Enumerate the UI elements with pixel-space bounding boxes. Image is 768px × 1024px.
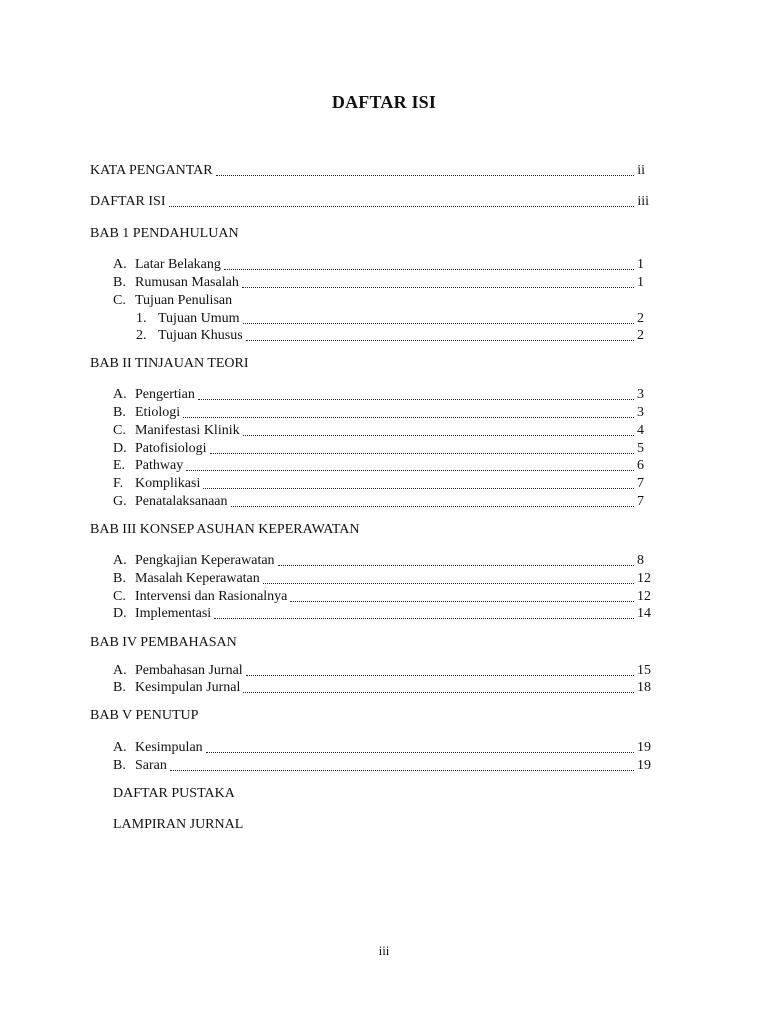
toc-entry-label: Patofisiologi	[135, 441, 207, 456]
toc-page-number: 7	[637, 476, 644, 491]
toc-entry-label: Kesimpulan	[135, 740, 203, 755]
toc-entry[interactable]	[113, 679, 651, 697]
toc-subentry[interactable]	[136, 327, 644, 345]
toc-entry-label: KATA PENGANTAR	[90, 163, 213, 178]
dot-leader	[170, 769, 634, 771]
toc-marker: B.	[113, 571, 126, 586]
toc-entry-kata-pengantar[interactable]	[90, 162, 645, 180]
toc-marker: D.	[113, 606, 127, 621]
toc-marker: C.	[113, 293, 126, 308]
page-title: DAFTAR ISI	[331, 92, 437, 112]
toc-marker: B.	[113, 758, 126, 773]
toc-page-number: 19	[637, 740, 651, 755]
toc-marker: 1.	[136, 311, 147, 326]
toc-entry[interactable]	[113, 274, 644, 292]
toc-marker: A.	[113, 553, 127, 568]
toc-marker: F.	[113, 476, 124, 491]
chapter-heading: BAB II TINJAUAN TEORI	[90, 356, 249, 371]
chapter-heading: BAB V PENUTUP	[90, 708, 199, 723]
page-number-footer: iii	[378, 943, 390, 958]
toc-entry-label: Etiologi	[135, 405, 181, 420]
toc-marker: 2.	[136, 328, 147, 343]
toc-page-number: 12	[637, 571, 651, 586]
toc-entry[interactable]	[113, 552, 644, 570]
toc-page-number: iii	[637, 194, 649, 209]
toc-page-number: ii	[637, 163, 645, 178]
toc-entry[interactable]	[113, 386, 644, 404]
toc-page-number: 3	[637, 387, 644, 402]
toc-page-number: 18	[637, 680, 651, 695]
toc-entry-label: Tujuan Umum	[158, 311, 240, 326]
toc-entry-label: Pathway	[135, 458, 184, 473]
chapter-heading: BAB III KONSEP ASUHAN KEPERAWATAN	[90, 522, 360, 537]
toc-entry-daftar-isi[interactable]	[90, 193, 649, 211]
toc-entry-label: Rumusan Masalah	[135, 275, 239, 290]
toc-entry-label: Intervensi dan Rasionalnya	[135, 589, 288, 604]
toc-page-number: 1	[637, 257, 644, 272]
toc-entry[interactable]	[113, 422, 644, 440]
toc-entry[interactable]	[113, 440, 644, 458]
toc-entry-label: DAFTAR ISI	[90, 194, 166, 209]
dot-leader	[263, 582, 634, 584]
toc-entry[interactable]	[113, 256, 644, 274]
toc-entry-label: Penatalaksanaan	[135, 494, 228, 509]
toc-entry-label: Tujuan Khusus	[158, 328, 243, 343]
dot-leader	[214, 617, 634, 619]
toc-entry[interactable]	[113, 739, 651, 757]
toc-entry-daftar-pustaka[interactable]: DAFTAR PUSTAKA	[113, 786, 235, 801]
toc-entry-label: Masalah Keperawatan	[135, 571, 260, 586]
toc-entry[interactable]	[113, 757, 651, 775]
toc-marker: C.	[113, 423, 126, 438]
dot-leader	[186, 469, 634, 471]
toc-page-number: 15	[637, 663, 651, 678]
chapter-heading: BAB IV PEMBAHASAN	[90, 635, 237, 650]
dot-leader	[210, 452, 634, 454]
toc-entry-label: Saran	[135, 758, 167, 773]
toc-entry-label: Pembahasan Jurnal	[135, 663, 243, 678]
dot-leader	[243, 691, 634, 693]
dot-leader	[231, 505, 634, 507]
toc-marker: A.	[113, 257, 127, 272]
toc-page-number: 1	[637, 275, 644, 290]
toc-entry[interactable]	[113, 292, 644, 310]
toc-subentry[interactable]	[136, 310, 644, 328]
toc-page-number: 6	[637, 458, 644, 473]
toc-entry[interactable]	[113, 475, 644, 493]
dot-leader	[198, 398, 634, 400]
chapter-heading: BAB 1 PENDAHULUAN	[90, 226, 239, 241]
dot-leader	[183, 416, 634, 418]
dot-leader	[224, 268, 634, 270]
dot-leader	[203, 487, 634, 489]
toc-marker: A.	[113, 740, 127, 755]
toc-marker: E.	[113, 458, 126, 473]
toc-page-number: 2	[637, 311, 644, 326]
dot-leader	[246, 674, 634, 676]
toc-entry-label: Kesimpulan Jurnal	[135, 680, 241, 695]
dot-leader	[206, 751, 634, 753]
toc-page-number: 4	[637, 423, 644, 438]
toc-entry-label: Pengkajian Keperawatan	[135, 553, 275, 568]
toc-entry[interactable]	[113, 588, 651, 606]
toc-entry[interactable]	[113, 570, 651, 588]
toc-entry-label: Tujuan Penulisan	[135, 293, 233, 308]
dot-leader	[169, 205, 635, 207]
toc-page-number: 12	[637, 589, 651, 604]
toc-entry[interactable]	[113, 404, 644, 422]
toc-entry-lampiran-jurnal[interactable]: LAMPIRAN JURNAL	[113, 817, 244, 832]
toc-marker: A.	[113, 387, 127, 402]
toc-entry[interactable]	[113, 662, 651, 680]
toc-entry[interactable]	[113, 457, 644, 475]
dot-leader	[278, 564, 634, 566]
toc-page-number: 8	[637, 553, 644, 568]
dot-leader	[290, 600, 634, 602]
dot-leader	[242, 286, 634, 288]
toc-entry[interactable]	[113, 493, 644, 511]
dot-leader	[243, 322, 634, 324]
toc-marker: D.	[113, 441, 127, 456]
toc-marker: G.	[113, 494, 127, 509]
toc-page-number: 2	[637, 328, 644, 343]
toc-page-number: 7	[637, 494, 644, 509]
toc-marker: C.	[113, 589, 126, 604]
toc-page-number: 3	[637, 405, 644, 420]
toc-entry-label: Komplikasi	[135, 476, 201, 491]
toc-entry-label: Latar Belakang	[135, 257, 221, 272]
toc-page-number: 19	[637, 758, 651, 773]
toc-entry[interactable]	[113, 605, 651, 623]
dot-leader	[246, 339, 634, 341]
toc-page-number: 5	[637, 441, 644, 456]
toc-entry-label: Pengertian	[135, 387, 195, 402]
toc-entry-label: Manifestasi Klinik	[135, 423, 240, 438]
toc-marker: B.	[113, 275, 126, 290]
dot-leader	[243, 434, 634, 436]
dot-leader	[216, 174, 635, 176]
toc-page-number: 14	[637, 606, 651, 621]
toc-marker: B.	[113, 405, 126, 420]
toc-entry-label: Implementasi	[135, 606, 212, 621]
toc-marker: B.	[113, 680, 126, 695]
toc-marker: A.	[113, 663, 127, 678]
